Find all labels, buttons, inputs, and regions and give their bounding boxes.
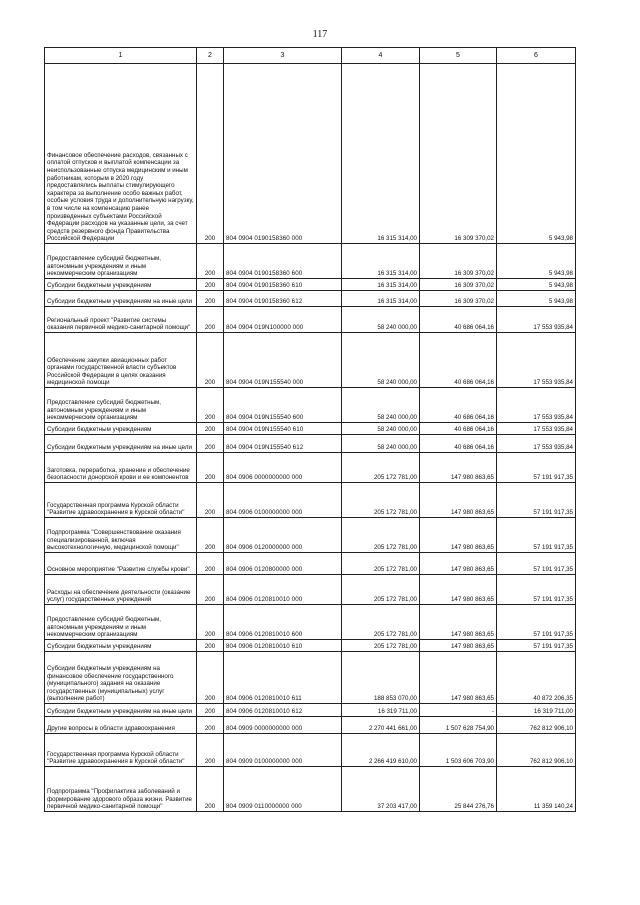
row-category: 200: [197, 704, 224, 717]
row-remainder: 11 359 140,24: [497, 767, 576, 812]
table-row: [45, 423, 576, 435]
row-code: 804 0909 0110000000 000: [224, 767, 342, 812]
row-code: 804 0904 019N155540 600: [224, 388, 342, 423]
row-approved: 205 172 781,00: [342, 518, 420, 553]
row-approved: 37 203 417,00: [342, 767, 420, 812]
row-code: 804 0904 0190158360 600: [224, 244, 342, 279]
row-approved: 2 270 441 661,00: [342, 717, 420, 734]
row-executed: 40 686 064,16: [420, 388, 497, 423]
page-number: 117: [312, 29, 328, 40]
row-name: Финансовое обеспечение расходов, связанных с оплатой отпусков и выплатой компенсации за неиспользованные отпуска медицинским и иным работникам, которым в 2020 году предоставлялись выплаты стимулирующего характера за выполнение особо важных работ, особые условия труда и дополнительную нагрузку, в том числе на компенсацию ранее произведенных субъектами Российской Федерации расходов на указанные цели, за счет средств резервного фонда Правительства Российской Федерации: [45, 64, 197, 244]
row-approved: 16 315 314,00: [342, 244, 420, 279]
row-executed: 147 980 863,65: [420, 483, 497, 518]
row-remainder: 17 553 935,84: [497, 388, 576, 423]
row-approved: 58 240 000,00: [342, 307, 420, 333]
row-code: 804 0904 019N100000 000: [224, 307, 342, 333]
row-executed: 40 686 064,16: [420, 423, 497, 435]
row-category: 200: [197, 483, 224, 518]
row-code: 804 0906 0120810010 612: [224, 704, 342, 717]
table-row: [45, 244, 576, 279]
table-row: [45, 453, 576, 483]
row-remainder: 762 812 906,10: [497, 734, 576, 767]
row-executed: 16 309 370,02: [420, 279, 497, 291]
header-col-2: 2: [197, 48, 224, 64]
row-remainder: 17 553 935,84: [497, 423, 576, 435]
row-category: 200: [197, 734, 224, 767]
row-name: Обеспечение закупки авиационных работ органами государственной власти субъектов Российской Федерации в целях оказания медицинской помощи: [45, 333, 197, 388]
row-code: 804 0906 0000000000 000: [224, 453, 342, 483]
row-executed: 16 309 370,02: [420, 291, 497, 307]
table-row: [45, 291, 576, 307]
row-executed: 147 980 863,65: [420, 605, 497, 640]
row-executed: 147 980 863,65: [420, 518, 497, 553]
table-row: [45, 717, 576, 734]
row-approved: 188 853 070,00: [342, 652, 420, 704]
row-name: Субсидии бюджетным учреждениям на иные цели: [45, 704, 197, 717]
row-code: 804 0904 019N155540 612: [224, 435, 342, 453]
row-name: Другие вопросы в области здравоохранения: [45, 717, 197, 734]
row-category: 200: [197, 453, 224, 483]
row-category: 200: [197, 388, 224, 423]
row-name: Региональный проект "Развитие системы оказания первичной медико-санитарной помощи": [45, 307, 197, 333]
row-code: 804 0904 019N155540 000: [224, 333, 342, 388]
row-remainder: 57 191 917,35: [497, 453, 576, 483]
row-name: Субсидии бюджетным учреждениям на финансовое обеспечение государственного (муниципального) задания на оказание государственных (муниципальных) услуг (выполнение работ): [45, 652, 197, 704]
row-category: 200: [197, 717, 224, 734]
row-name: Подпрограмма "Совершенствование оказания специализированной, включая высокотехнологичную, медицинской помощи": [45, 518, 197, 553]
row-executed: 40 686 064,16: [420, 333, 497, 388]
row-name: Государственная программа Курской области "Развитие здравоохранения в Курской области": [45, 734, 197, 767]
row-category: 200: [197, 518, 224, 553]
row-approved: 16 315 314,00: [342, 291, 420, 307]
row-approved: 16 319 711,00: [342, 704, 420, 717]
row-name: Субсидии бюджетным учреждениям: [45, 423, 197, 435]
row-approved: 205 172 781,00: [342, 605, 420, 640]
row-name: Государственная программа Курской области "Развитие здравоохранения в Курской области": [45, 483, 197, 518]
table-body: [45, 64, 576, 812]
row-name: Субсидии бюджетным учреждениям: [45, 640, 197, 652]
row-code: 804 0904 0190158360 612: [224, 291, 342, 307]
row-executed: 1 503 606 703,90: [420, 734, 497, 767]
row-name: Предоставление субсидий бюджетным, автономным учреждениям и иным некоммерческим организациям: [45, 605, 197, 640]
row-category: 200: [197, 64, 224, 244]
header-col-5: 5: [420, 48, 497, 64]
row-code: 804 0906 0120810010 000: [224, 575, 342, 605]
row-code: 804 0906 0120000000 000: [224, 518, 342, 553]
table-row: [45, 307, 576, 333]
row-name: Субсидии бюджетным учреждениям: [45, 279, 197, 291]
row-remainder: 5 943,98: [497, 291, 576, 307]
row-name: Предоставление субсидий бюджетным, автономным учреждениям и иным некоммерческим организациям: [45, 388, 197, 423]
row-approved: 58 240 000,00: [342, 333, 420, 388]
row-executed: 16 309 370,02: [420, 244, 497, 279]
row-executed: 147 980 863,65: [420, 553, 497, 575]
row-executed: 16 309 370,02: [420, 64, 497, 244]
row-category: 200: [197, 244, 224, 279]
row-approved: 205 172 781,00: [342, 453, 420, 483]
table-row: [45, 333, 576, 388]
row-name: Субсидии бюджетным учреждениям на иные цели: [45, 435, 197, 453]
table-row: [45, 553, 576, 575]
table-row: [45, 704, 576, 717]
row-remainder: 17 553 935,84: [497, 307, 576, 333]
row-approved: 205 172 781,00: [342, 483, 420, 518]
table-row: [45, 605, 576, 640]
row-approved: 2 266 419 610,00: [342, 734, 420, 767]
row-category: 200: [197, 640, 224, 652]
row-executed: -: [420, 704, 497, 717]
header-row: [45, 48, 576, 64]
table-row: [45, 518, 576, 553]
row-remainder: 5 943,98: [497, 279, 576, 291]
table-row: [45, 279, 576, 291]
row-category: 200: [197, 423, 224, 435]
row-remainder: 16 319 711,00: [497, 704, 576, 717]
row-name: Расходы на обеспечение деятельности (оказание услуг) государственных учреждений: [45, 575, 197, 605]
row-approved: 205 172 781,00: [342, 640, 420, 652]
row-approved: 16 315 314,00: [342, 279, 420, 291]
row-remainder: 5 943,98: [497, 64, 576, 244]
row-approved: 16 315 314,00: [342, 64, 420, 244]
table-row: [45, 575, 576, 605]
row-remainder: 762 812 906,10: [497, 717, 576, 734]
table-row: [45, 640, 576, 652]
row-executed: 147 980 863,65: [420, 640, 497, 652]
header-col-4: 4: [342, 48, 420, 64]
row-remainder: 57 191 917,35: [497, 640, 576, 652]
row-category: 200: [197, 307, 224, 333]
row-remainder: 57 191 917,35: [497, 553, 576, 575]
table-row: [45, 435, 576, 453]
row-code: 804 0904 0190158360 000: [224, 64, 342, 244]
row-category: 200: [197, 279, 224, 291]
row-name: Заготовка, переработка, хранение и обеспечение безопасности донорской крови и ее компонентов: [45, 453, 197, 483]
row-executed: 147 980 863,65: [420, 453, 497, 483]
row-executed: 40 686 064,16: [420, 435, 497, 453]
row-executed: 147 980 863,65: [420, 575, 497, 605]
header-col-6: 6: [497, 48, 576, 64]
row-executed: 25 844 276,76: [420, 767, 497, 812]
row-category: 200: [197, 333, 224, 388]
table-row: [45, 483, 576, 518]
row-name: Субсидии бюджетным учреждениям на иные цели: [45, 291, 197, 307]
row-executed: 147 980 863,65: [420, 652, 497, 704]
row-remainder: 5 943,98: [497, 244, 576, 279]
row-approved: 58 240 000,00: [342, 435, 420, 453]
row-code: 804 0906 0120810010 600: [224, 605, 342, 640]
row-name: Основное мероприятие "Развитие службы крови": [45, 553, 197, 575]
row-code: 804 0906 0120800000 000: [224, 553, 342, 575]
row-executed: 1 507 628 754,90: [420, 717, 497, 734]
row-executed: 40 686 064,16: [420, 307, 497, 333]
row-category: 200: [197, 652, 224, 704]
row-remainder: 57 191 917,35: [497, 483, 576, 518]
row-category: 200: [197, 291, 224, 307]
row-code: 804 0906 0120810010 611: [224, 652, 342, 704]
row-category: 200: [197, 767, 224, 812]
row-approved: 205 172 781,00: [342, 553, 420, 575]
row-code: 804 0906 0120810010 610: [224, 640, 342, 652]
table-row: [45, 388, 576, 423]
row-category: 200: [197, 575, 224, 605]
row-remainder: 57 191 917,35: [497, 575, 576, 605]
row-category: 200: [197, 553, 224, 575]
table-row: [45, 64, 576, 244]
header-col-3: 3: [224, 48, 342, 64]
row-code: 804 0904 019N155540 610: [224, 423, 342, 435]
row-code: 804 0909 0100000000 000: [224, 734, 342, 767]
row-name: Предоставление субсидий бюджетным, автономным учреждениям и иным некоммерческим организациям: [45, 244, 197, 279]
row-name: Подпрограмма "Профилактика заболеваний и формирование здорового образа жизни. Развитие первичной медико-санитарной помощи": [45, 767, 197, 812]
row-category: 200: [197, 435, 224, 453]
row-code: 804 0904 0190158360 610: [224, 279, 342, 291]
row-remainder: 17 553 935,84: [497, 333, 576, 388]
row-approved: 205 172 781,00: [342, 575, 420, 605]
row-remainder: 57 191 917,35: [497, 518, 576, 553]
budget-table: [44, 47, 576, 812]
row-approved: 58 240 000,00: [342, 423, 420, 435]
row-remainder: 17 553 935,84: [497, 435, 576, 453]
table-row: [45, 767, 576, 812]
row-code: 804 0909 0000000000 000: [224, 717, 342, 734]
table-row: [45, 734, 576, 767]
row-remainder: 40 872 206,35: [497, 652, 576, 704]
row-category: 200: [197, 605, 224, 640]
row-remainder: 57 191 917,35: [497, 605, 576, 640]
row-approved: 58 240 000,00: [342, 388, 420, 423]
table-row: [45, 652, 576, 704]
header-col-1: 1: [45, 48, 197, 64]
row-code: 804 0906 0100000000 000: [224, 483, 342, 518]
